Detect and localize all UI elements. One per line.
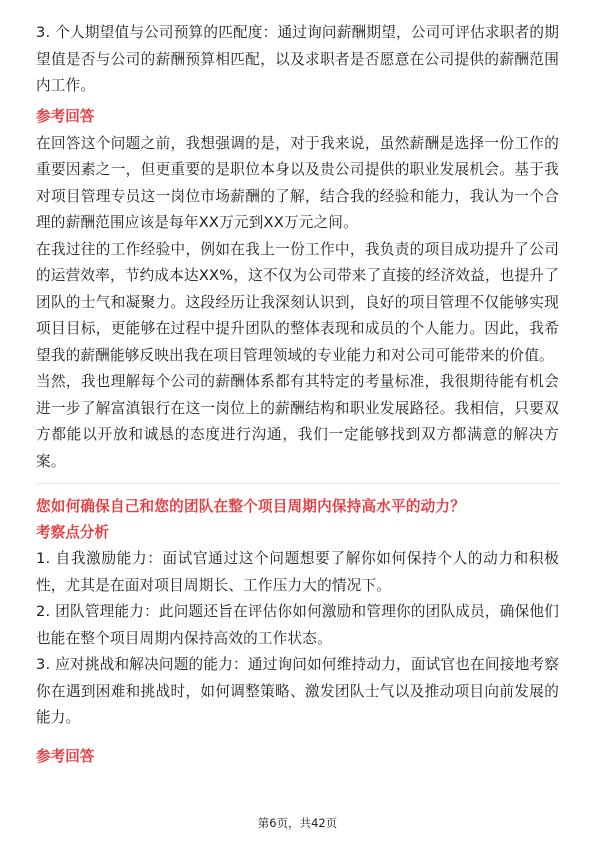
analysis-point-3: 3. 个人期望值与公司预算的匹配度：通过询问薪酬期望，公司可评估求职者的期望值是否与公司的薪酬预算相匹配，以及求职者是否愿意在公司提供的薪酬范围内工作。 [36, 24, 559, 94]
analysis-point-2: 2. 团队管理能力：此问题还旨在评估你如何激励和管理你的团队成员，确保他们也能在整个项目周期内保持高效的工作状态。 [36, 603, 559, 647]
analysis-point-1: 1. 自我激励能力：面试官通过这个问题想要了解你如何保持个人的动力和积极性，尤其是在面对项目周期长、工作压力大的情况下。 [36, 550, 559, 594]
page-number: 第6页，共42页 [257, 816, 338, 830]
analysis-point-3b: 3. 应对挑战和解决问题的能力：通过询问如何维持动力，面试官也在间接地考察你在遇到困难和挑战时，如何调整策略、激发团队士气以及推动项目向前发展的能力。 [36, 656, 559, 726]
reference-answer-heading-2: 参考回答 [36, 747, 95, 765]
analysis-heading: 考察点分析 [36, 524, 109, 541]
question-title: 您如何确保自己和您的团队在整个项目周期内保持高水平的动力？ [36, 498, 466, 515]
answer-paragraph-2: 在我过往的工作经验中，例如在我上一份工作中，我负责的项目成功提升了公司的运营效率，节约成本达XX%，这不仅为公司带来了直接的经济效益，也提升了团队的士气和凝聚力。这段经历让我深刻认识到，良好的项目管理不仅能够实现项目目标，更能够在过程中提升团队的整体表现和成员的个人能力。因此，我希望我的薪酬能够反映出我在项目管理领域的专业能力和对公司可能带来的价值。 [36, 240, 559, 364]
answer-paragraph-1: 在回答这个问题之前，我想强调的是，对于我来说，虽然薪酬是选择一份工作的重要因素之一，但更重要的是职位本身以及贵公司提供的职业发展机会。基于我对项目管理专员这一岗位市场薪酬的了解，结合我的经验和能力，我认为一个合理的薪酬范围应该是每年XX万元到XX万元之间。 [36, 134, 559, 231]
reference-answer-heading: 参考回答 [36, 107, 95, 125]
page-content [36, 20, 559, 769]
answer-paragraph-3: 当然，我也理解每个公司的薪酬体系都有其特定的考量标准，我很期待能有机会进一步了解富滇银行在这一岗位上的薪酬结构和职业发展路径。我相信，只要双方都能以开放和诚恳的态度进行沟通，我们一定能够找到双方都满意的解决方案。 [36, 373, 559, 470]
section-divider [36, 483, 559, 484]
